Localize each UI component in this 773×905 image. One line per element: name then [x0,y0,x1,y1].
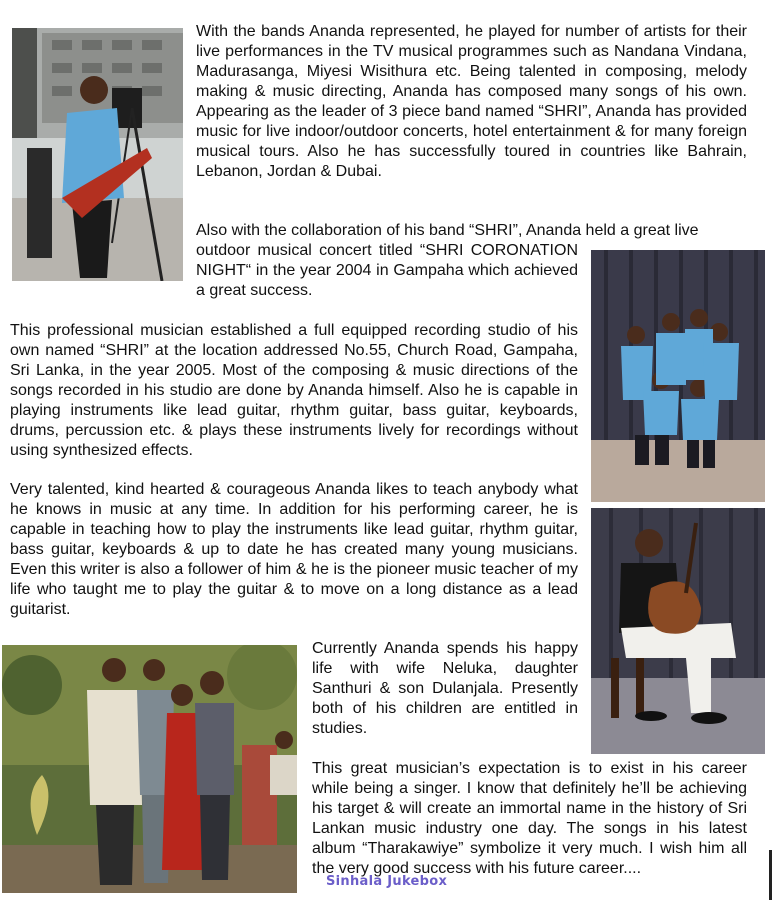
paragraph-recording-studio: This professional musician established a full equipped recording studio of his own named “SHRI” at the location addressed No.55, Church Road, Gampaha, Sri Lanka, in the year 2005. Most of the composing & music directions of the songs recorded in his studio are done by Ananda himself. Also he is capable in playing instruments like lead guitar, rhythm guitar, bass guitar, keyboards, drums, percussion etc. & plays these instruments lively for recordings without using synthesized effects. [10,322,578,459]
photo-band-in-blue-suits [591,250,765,502]
photo-family-outdoors [2,645,297,893]
page-edge-marker [769,850,772,900]
paragraph-expectation: This great musician’s expectation is to exist in his career while being a singer. I know that definitely he’ll be achieving his target & will create an immortal name in the history of Sri Lankan music industry one day. The songs in his latest album “Tharakawiye” symbolize it very much. I wish him all the very good success with his future career.... [312,760,747,877]
paragraph-teaching: Very talented, kind hearted & courageous Ananda likes to teach anybody what he knows in music at any time. In addition for his performing career, he is capable in teaching how to play the instruments like lead guitar, rhythm guitar, bass guitar, keyboards & up to date he has created many young musicians. Even this writer is also a follower of him & he is the pioneer music teacher of my life who taught me to play the guitar & to move on a long distance as a lead guitarist. [10,481,578,618]
watermark-text: Sinhala Jukebox [326,874,448,889]
photo-man-with-guitar [591,508,765,754]
paragraph-coronation-night: outdoor musical concert titled “SHRI CORONATION NIGHT“ in the year 2004 in Gampaha which achieved a great success. [196,242,578,299]
paragraph-bands-career: With the bands Ananda represented, he played for number of artists for their live performances in the TV musical programmes such as Nandana Vindana, Madurasanga, Miyesi Wisithura etc. Being talented in composing, melody making & music directing, Ananda has composed many songs of his own. Appearing as the leader of 3 piece band named “SHRI”, Ananda has provided music for live indoor/outdoor concerts, hotel entertainment & for many foreign musical tours. Also he has successfully toured in countries like Bahrain, Lebanon, Jordan & Dubai. [196,23,747,180]
photo-guitarist-on-stage [12,28,183,281]
paragraph-shri-collaboration-intro: Also with the collaboration of his band “SHRI”, Ananda held a great live [196,222,699,239]
paragraph-family: Currently Ananda spends his happy life with wife Neluka, daughter Santhuri & son Dulanjala. Presently both of his children are entitled in studies. [312,640,578,737]
